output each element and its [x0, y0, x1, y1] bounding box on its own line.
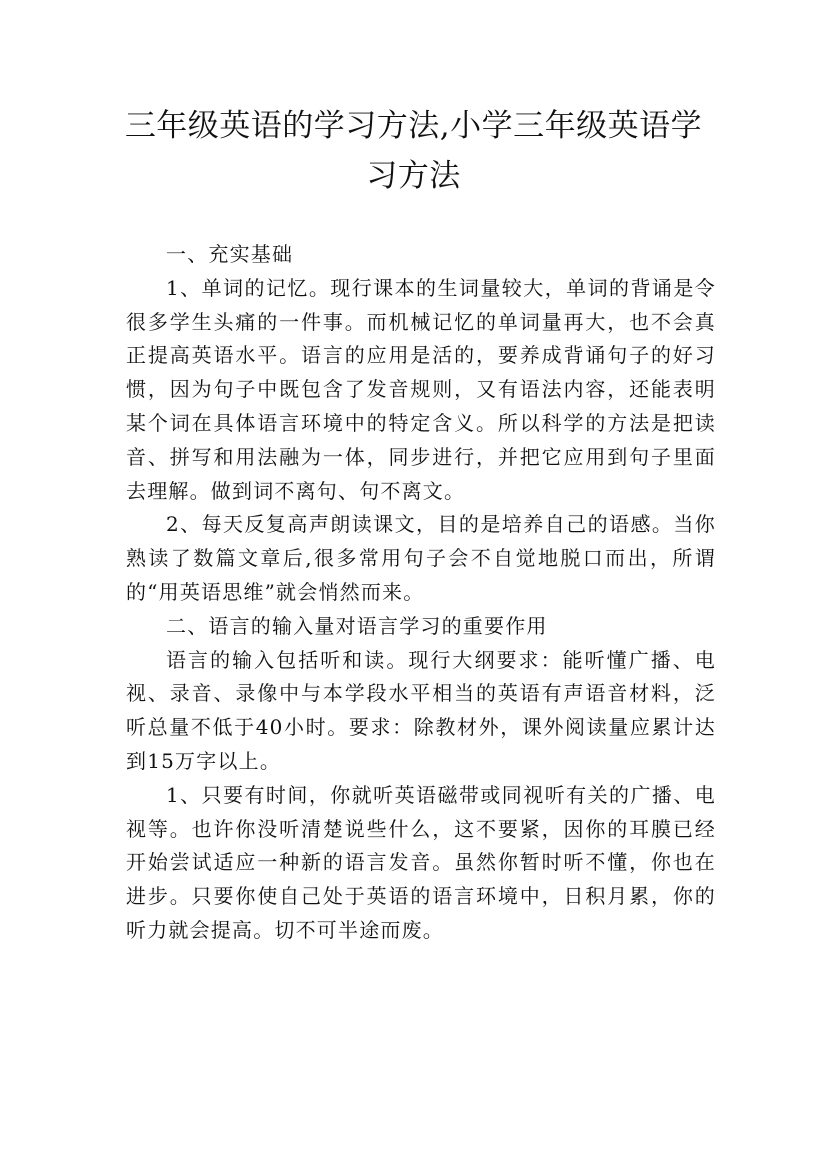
document-body — [126, 238, 716, 948]
paragraph-read-aloud: 2、每天反复高声朗读课文，目的是培养自己的语感。当你熟读了数篇文章后,很多常用句子会不自觉地脱口而出，所谓的“用英语思维”就会悄然而来。 — [126, 512, 716, 604]
section-heading-2: 二、语言的输入量对语言学习的重要作用 — [166, 613, 548, 638]
paragraph-listening: 1、只要有时间，你就听英语磁带或同视听有关的广播、电视等。也许你没听清楚说些什么，这不要紧，因你的耳膜已经开始尝试适应一种新的语言发音。虽然你暂时听不懂，你也在进步。只要你使自己处于英语的语言环境中，日积月累，你的听力就会提高。切不可半途而废。 — [126, 782, 716, 942]
section-heading-1: 一、充实基础 — [166, 242, 294, 266]
paragraph-language-input: 语言的输入包括听和读。现行大纲要求：能听懂广播、电视、录音、录像中与本学段水平相当的英语有声语音材料，泛听总量不低于40小时。要求：除教材外，课外阅读量应累计达到15万字以上。 — [126, 647, 716, 773]
paragraph-word-memory: 1、单词的记忆。现行课本的生词量较大，单词的背诵是令很多学生头痛的一件事。而机械记忆的单词量再大，也不会真正提高英语水平。语言的应用是活的，要养成背诵句子的好习惯，因为句子中既包含了发音规则，又有语法内容，还能表明某个词在具体语言环境中的特定含义。所以科学的方法是把读音、拼写和用法融为一体，同步进行，并把它应用到句子里面去理解。做到词不离句、句不离文。 — [126, 275, 716, 503]
document-title: 三年级英语的学习方法,小学三年级英语学习方法 — [124, 108, 703, 194]
